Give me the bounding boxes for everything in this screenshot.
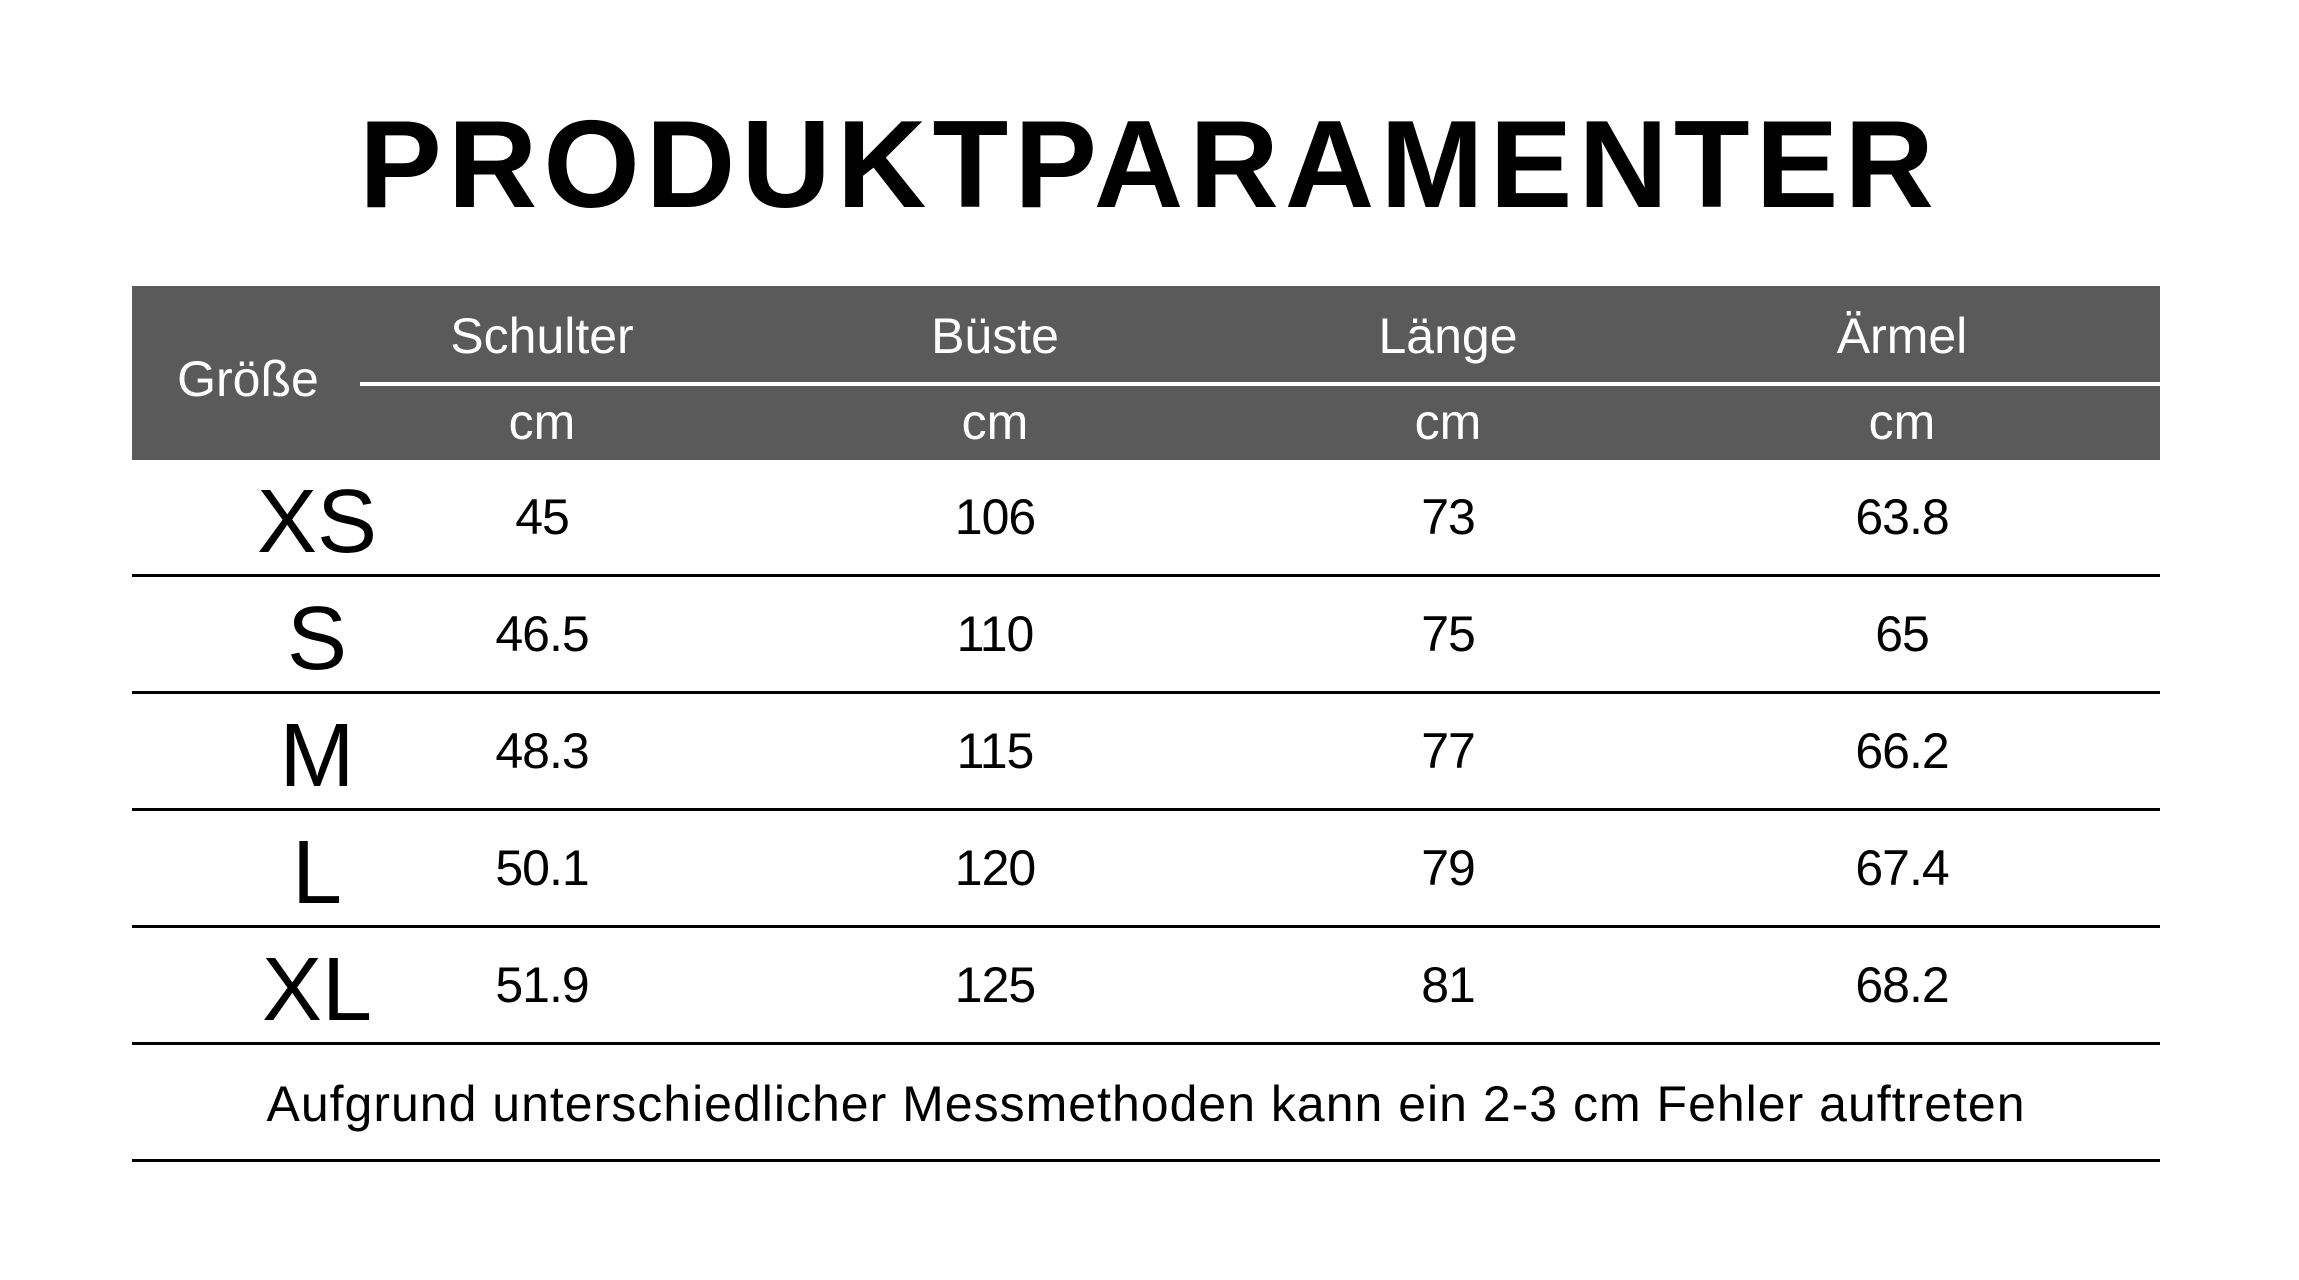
column-header-sleeve: Ärmel — [1836, 308, 1968, 364]
size-column-header: Größe — [177, 351, 319, 407]
page-title: PRODUKTPARAMENTER — [359, 96, 1940, 234]
table-cell: 73 — [1421, 489, 1475, 545]
table-cell: 120 — [954, 840, 1036, 896]
table-cell: 63.8 — [1855, 489, 1949, 545]
table-cell: 68.2 — [1855, 957, 1949, 1013]
table-row — [132, 577, 2160, 694]
table-cell: 66.2 — [1855, 723, 1949, 779]
measurement-note: Aufgrund unterschiedlicher Messmethoden kann ein 2-3 cm Fehler auftreten — [132, 1045, 2160, 1162]
size-label: S — [286, 589, 348, 689]
table-cell: 75 — [1421, 606, 1475, 662]
table-cell: 79 — [1421, 840, 1475, 896]
unit-label: cm — [1868, 394, 1936, 450]
table-cell: 106 — [954, 489, 1036, 545]
table-cell: 67.4 — [1855, 840, 1949, 896]
size-chart-table — [132, 286, 2160, 1162]
table-cell: 46.5 — [495, 606, 589, 662]
table-cell: 50.1 — [495, 840, 589, 896]
table-cell: 125 — [954, 957, 1036, 1013]
size-label: L — [291, 823, 343, 923]
unit-label: cm — [508, 394, 576, 450]
header-divider — [360, 382, 2160, 386]
table-row — [132, 811, 2160, 928]
table-cell: 77 — [1421, 723, 1475, 779]
column-header-shoulder: Schulter — [450, 308, 634, 364]
table-cell: 81 — [1421, 957, 1475, 1013]
table-cell: 110 — [956, 606, 1034, 662]
unit-label: cm — [961, 394, 1029, 450]
size-label: XS — [256, 472, 378, 572]
table-row — [132, 928, 2160, 1045]
unit-label: cm — [1414, 394, 1482, 450]
column-header-bust: Büste — [931, 308, 1059, 364]
column-header-length: Länge — [1378, 308, 1518, 364]
table-cell: 65 — [1875, 606, 1929, 662]
table-row — [132, 694, 2160, 811]
table-cell: 48.3 — [495, 723, 589, 779]
size-label: M — [279, 706, 355, 806]
size-label: XL — [261, 940, 373, 1040]
table-header — [132, 286, 2160, 460]
table-cell: 51.9 — [495, 957, 589, 1013]
table-row — [132, 460, 2160, 577]
table-cell: 45 — [515, 489, 569, 545]
table-cell: 115 — [956, 723, 1034, 779]
